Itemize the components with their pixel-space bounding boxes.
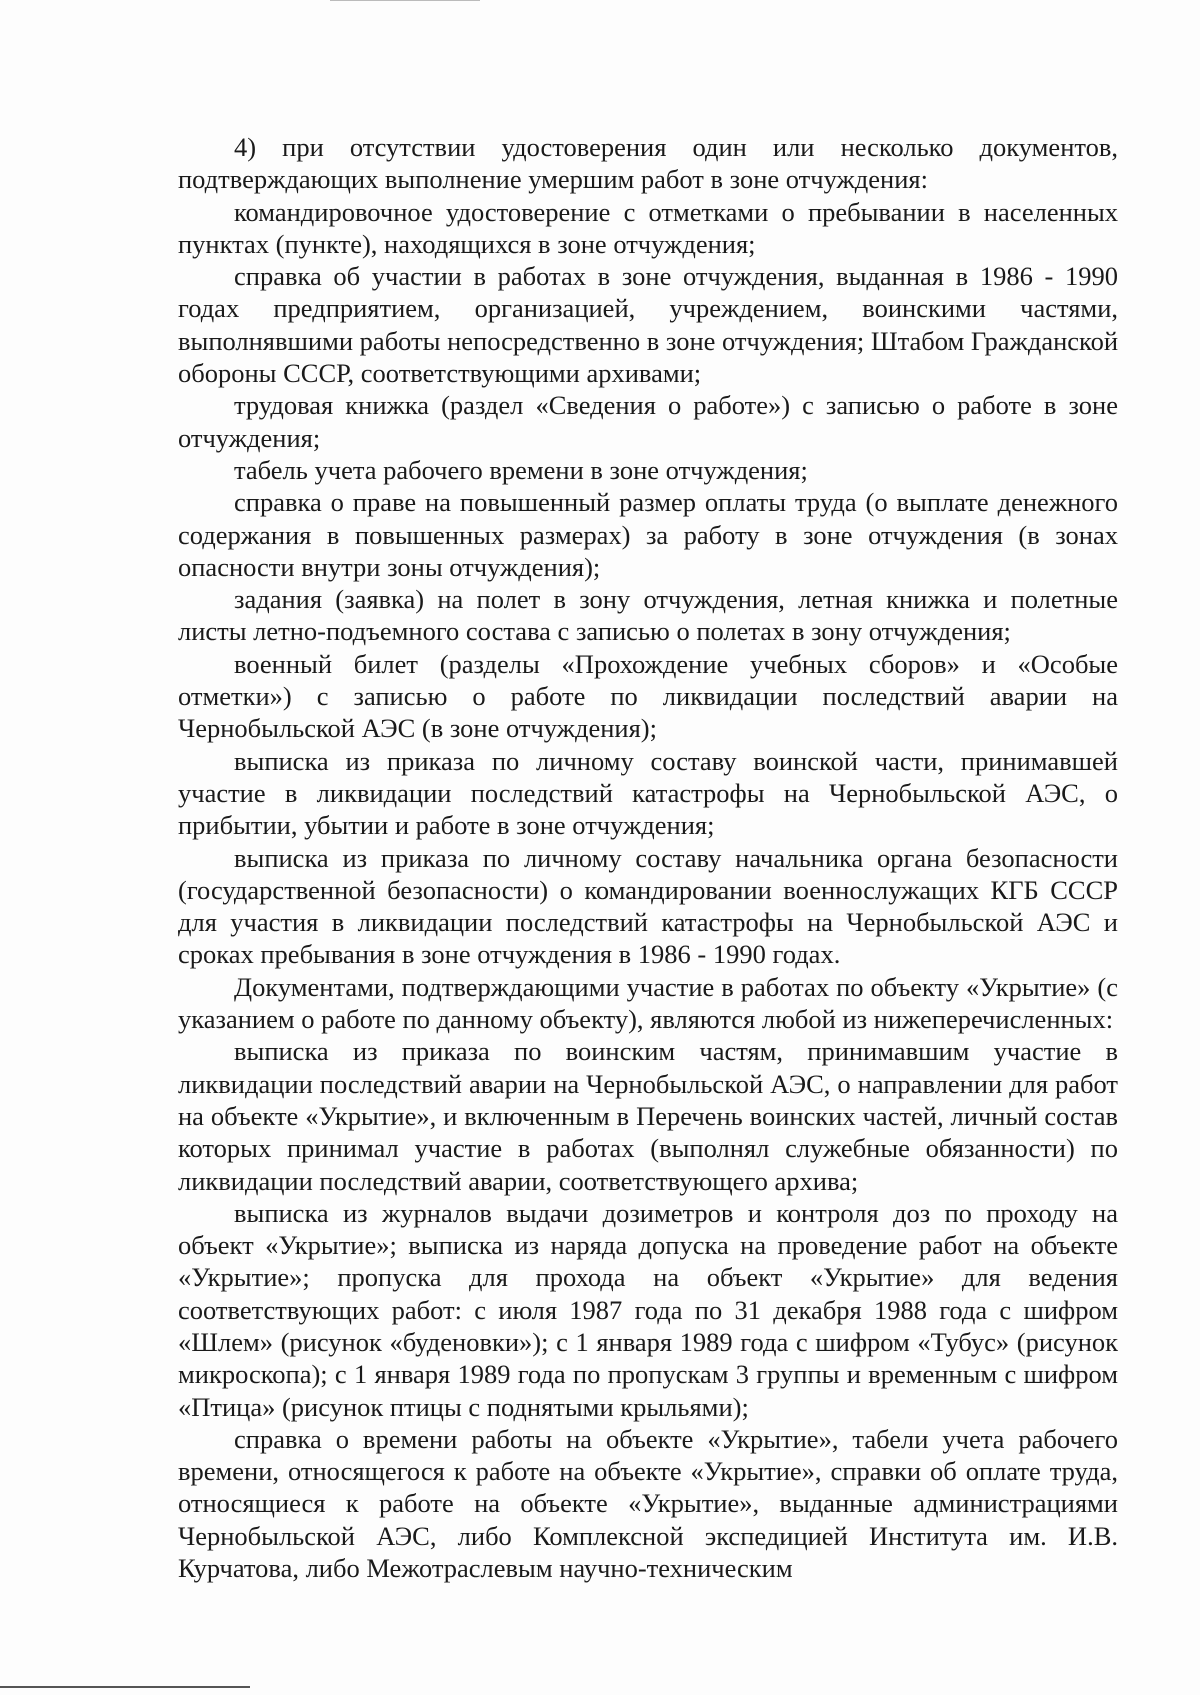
paragraph: справка об участии в работах в зоне отчуждения, выданная в 1986 - 1990 годах предприятием, организацией, учреждением, воинскими частями, выполнявшими работы непосредственно в зоне отчуждения; Штабом Гражданской обороны СССР, соответствующими архивами; [178, 261, 1118, 389]
paragraph: справка о времени работы на объекте «Укрытие», табели учета рабочего времени, относящегося к работе на объекте «Укрытие», справки об оплате труда, относящиеся к работе на объекте «Укрытие», выданные администрациями Чернобыльской АЭС, либо Комплексной экспедицией Института им. И.В. Курчатова, либо Межотраслевым научно-техническим [178, 1423, 1118, 1584]
paragraph: Документами, подтверждающими участие в работах по объекту «Укрытие» (с указанием о работе по данному объекту), являются любой из нижеперечисленных: [178, 971, 1118, 1035]
paragraph: 4) при отсутствии удостоверения один или несколько документов, подтверждающих выполнение умершим работ в зоне отчуждения: [178, 132, 1118, 195]
document-body [178, 131, 1118, 1584]
paragraph: военный билет (разделы «Прохождение учебных сборов» и «Особые отметки») с записью о работе по ликвидации последствий аварии на Чернобыльской АЭС (в зоне отчуждения); [178, 648, 1118, 744]
paragraph: задания (заявка) на полет в зону отчуждения, летная книжка и полетные листы летно-подъемного состава с записью о полетах в зону отчуждения; [178, 584, 1118, 647]
paragraph: выписка из приказа по личному составу воинской части, принимавшей участие в ликвидации последствий катастрофы на Чернобыльской АЭС, о прибытии, убытии и работе в зоне отчуждения; [178, 745, 1118, 841]
scan-top-mark [330, 0, 480, 1]
paragraph: выписка из приказа по воинским частям, принимавшим участие в ликвидации последствий аварии на Чернобыльской АЭС, о направлении для работ на объекте «Укрытие», и включенным в Перечень воинских частей, личный состав которых принимал участие в работах (выполнял служебные обязанности) по ликвидации последствий аварии, соответствующего архива; [178, 1036, 1118, 1196]
paragraph: трудовая книжка (раздел «Сведения о работе») с записью о работе в зоне отчуждения; [178, 390, 1118, 453]
paragraph: табель учета рабочего времени в зоне отчуждения; [234, 454, 808, 485]
paragraph: выписка из приказа по личному составу начальника органа безопасности (государственной безопасности) о командировании военнослужащих КГБ СССР для участия в ликвидации последствий катастрофы на Чернобыльской АЭС и сроках пребывания в зоне отчуждения в 1986 - 1990 годах. [178, 842, 1118, 970]
paragraph: командировочное удостоверение с отметками о пребывании в населенных пунктах (пункте), находящихся в зоне отчуждения; [178, 196, 1118, 259]
scan-bottom-edge [0, 1686, 250, 1688]
paragraph: выписка из журналов выдачи дозиметров и контроля доз по проходу на объект «Укрытие»; выписка из наряда допуска на проведение работ на объекте «Укрытие»; пропуска для прохода на объект «Укрытие» для ведения соответствующих работ: с июля 1987 года по 31 декабря 1988 года с шифром «Шлем» (рисунок «буденовки»); с 1 января 1989 года с шифром «Тубус» (рисунок микроскопа); с 1 января 1989 года по пропускам 3 группы и временным с шифром «Птица» (рисунок птицы с поднятыми крыльями); [178, 1197, 1118, 1422]
paragraph: справка о праве на повышенный размер оплаты труда (о выплате денежного содержания в повышенных размерах) за работу в зоне отчуждения (в зонах опасности внутри зоны отчуждения); [178, 487, 1118, 582]
